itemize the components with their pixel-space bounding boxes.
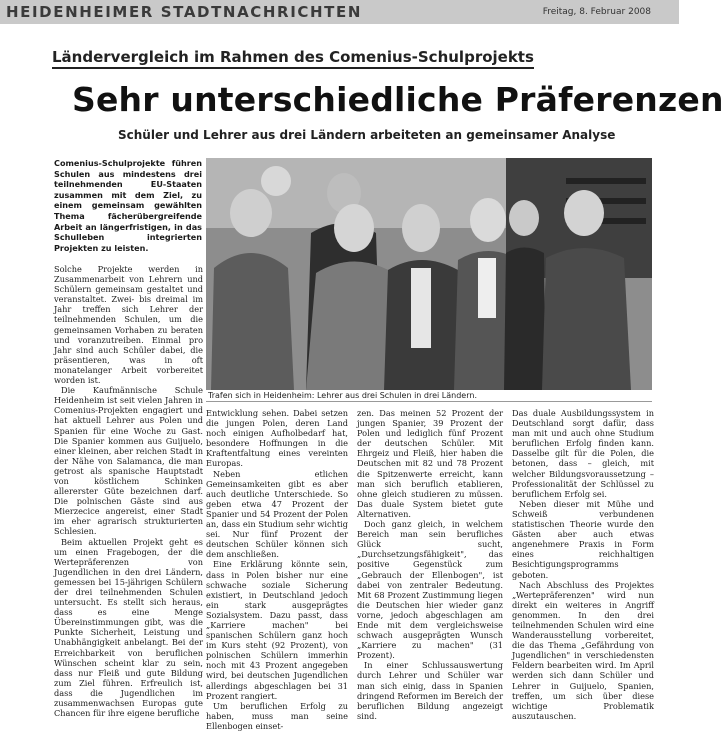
column-3-paragraph-2: Doch ganz gleich, in welchem Bereich man sein berufliches Glück sucht, „Durchsetzungsfähigkeit", das positive Gegenstück zum „Gebrauch der Ellenbogen", ist dabei von zentraler Bedeutung. Mit 68 Prozent Zustimmung liegen die Deutschen hier wieder ganz vorne, jedoch abgeschlagen am Ende mit dem vergleichsweise schwach ausgeprägten Wunsch „Karriere zu machen" (31 Prozent). [357,519,503,661]
group-photo-drawing [206,158,652,390]
masthead-bar [0,0,679,24]
article-column-3 [357,408,503,721]
article-subheadline: Schüler und Lehrer aus drei Ländern arbeiteten an gemeinsamer Analyse [118,128,616,142]
caption-rule [206,401,652,402]
column-4-paragraph-2: Neben dieser mit Mühe und Schweiß verbundenen statistischen Theorie wurde den Gästen aber auch etwas angenehmere Praxis in Form eines reichhaltigen Besichtigungsprogramms geboten. [512,498,654,580]
column-2-paragraph-1: Entwicklung sehen. Dabei setzen die jungen Polen, deren Land noch einigen Aufholbedarf hat, besondere Hoffnungen in die Kraftentfaltung eines vereinten Europas. [206,408,348,469]
photo-caption: Trafen sich in Heidenheim: Lehrer aus drei Schulen in drei Ländern. [208,391,477,400]
column-4-paragraph-1: Das duale Ausbildungssystem in Deutschland sorgt dafür, dass man mit und auch ohne Studium beruflichen Erfolg finden kann. Dasselbe gilt für die Polen, die betonen, dass – gleich, mit welcher Bildungsvoraussetzung – Professionalität der Schlüssel zu beruflichem Erfolg sei. [512,408,654,499]
column-1-paragraph-3: Beim aktuellen Projekt geht es um einen Fragebogen, der die Wertepräferenzen von Jugendlichen in den drei Ländern, gemessen bei 15-jährigen Schülern der drei teilnehmenden Schulen untersucht. Es stellt sich heraus, dass es eine Menge Übereinstimmungen gibt, was die Punkte Sicherheit, Leistung und Unabhängigkeit anbelangt. Bei der Erreichbarkeit von beruflichen Wünschen scheint klar zu sein, dass nur Fleiß und gute Bildung zum Ziel führen. Erfreulich ist, dass die Jugendlichen im zusammenwachsen Europas gute Chancen für ihre eigene berufliche [54,536,203,719]
article-kicker: Ländervergleich im Rahmen des Comenius-Schulprojekts [52,48,534,69]
column-3-paragraph-1: zen. Das meinen 52 Prozent der jungen Spanier, 39 Prozent der Polen und lediglich fünf Prozent der deutschen Schüler. Mit Ehrgeiz und Fleiß, hier haben die Deutschen mit 82 und 78 Prozent die Spitzenwerte erreicht, kann man sich beruflich etablieren, ohne gleich studieren zu müssen. Das duale System bietet gute Alternativen. [357,408,503,519]
article-column-1 [54,264,203,718]
column-1-paragraph-1: Solche Projekte werden in Zusammenarbeit von Lehrern und Schülern gemeinsam gestaltet und veranstaltet. Zwei- bis dreimal im Jahr treffen sich Lehrer der teilnehmenden Schulen, um die gemeinsamen Vorhaben zu beraten und voranzutreiben. Einmal pro Jahr sind auch Schüler dabei, die präsentieren, was in oft monatelanger Arbeit vorbereitet worden ist. [54,264,203,386]
article-column-4 [512,408,654,721]
column-2-paragraph-3: Eine Erklärung könnte sein, dass in Polen bisher nur eine schwache soziale Sicherung existiert, in Deutschland jedoch ein stark ausgeprägtes Sozialsystem. Dazu passt, dass „Karriere machen" bei spanischen Schülern ganz hoch im Kurs steht (92 Prozent), von polnischen Schülern immerhin noch mit 43 Prozent angegeben wird, bei deutschen Jugendlichen allerdings abgeschlagen bei 31 Prozent rangiert. [206,559,348,701]
article-headline: Sehr unterschiedliche Präferenzen [72,80,724,119]
column-2-paragraph-4: Um beruflichen Erfolg zu haben, muss man seine Ellenbogen einset- [206,700,348,731]
column-4-paragraph-3: Nach Abschluss des Projektes „Wertepräferenzen" wird nun direkt ein weiteres in Angriff genommen. In den drei teilnehmenden Schulen wird eine Wanderausstellung vorbereitet, die das Thema „Gefährdung von Jugendlichen" in verschiedensten Feldern bearbeiten wird. Im April werden sich dann Schüler und Lehrer in Guijuelo, Spanien, treffen, um sich über diese wichtige Problematik auszutauschen. [512,579,654,721]
column-1-paragraph-2: Die Kaufmännische Schule Heidenheim ist seit vielen Jahren in Comenius-Projekten engagiert und hat aktuell Lehrer aus Polen und Spanien für eine Woche zu Gast. Die Spanier kommen aus Guijuelo, einer kleinen, aber reichen Stadt in der Nähe von Salamanca, die man getrost als spanische Hauptstadt von köstlichem Schinken allererster Güte bezeichnen darf. Die polnischen Gäste sind aus Mierzecice angereist, einer Stadt im eher agrarisch strukturierten Schlesien. [54,385,203,537]
issue-date: Freitag, 8. Februar 2008 [542,7,651,17]
group-photo [206,158,652,390]
column-2-paragraph-2: Neben etlichen Gemeinsamkeiten gibt es aber auch deutliche Unterschiede. So geben etwa 47 Prozent der Spanier und 54 Prozent der Polen an, dass ein Studium sehr wichtig sei. Nur fünf Prozent der deutschen Schüler können sich dem anschließen. [206,468,348,560]
article-column-2 [206,408,348,731]
column-3-paragraph-3: In einer Schlussauswertung durch Lehrer und Schüler war man sich einig, dass in Spanien dringend Reformen im Bereich der beruflichen Bildung angezeigt sind. [357,660,503,721]
newspaper-title: HEIDENHEIMER STADTNACHRICHTEN [6,3,362,21]
article-lead: Comenius-Schulprojekte führen Schulen aus mindestens drei teilnehmenden EU-Staaten zusammen mit dem Ziel, zu einem gemeinsam gewählten Thema fächerübergreifende Arbeit an längerfristigen, in das Schulleben integrierten Projekten zu leisten. [54,158,202,253]
